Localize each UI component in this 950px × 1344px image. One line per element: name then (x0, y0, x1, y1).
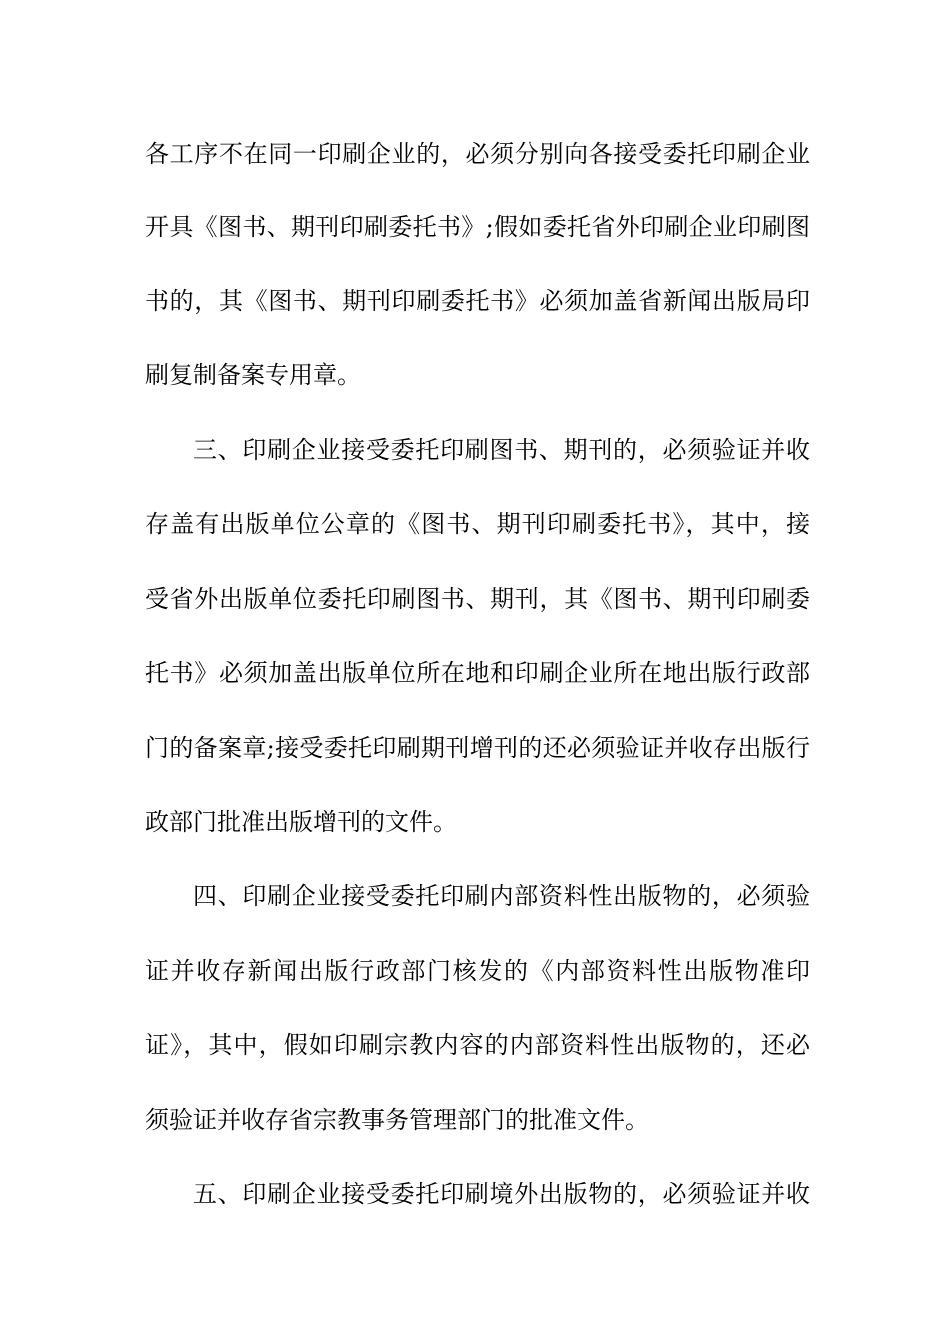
paragraph-start-line: 四、印刷企业接受委托印刷内部资料性出版物的，必须验 (193, 882, 810, 910)
text-line: 证》，其中，假如印刷宗教内容的内部资料性出版物的，还必 (145, 1031, 810, 1059)
text-line: 存盖有出版单位公章的《图书、期刊印刷委托书》，其中，接 (145, 510, 810, 538)
text-line: 须验证并收存省宗教事务管理部门的批准文件。 (145, 1106, 649, 1134)
paragraph-start-line: 三、印刷企业接受委托印刷图书、期刊的，必须验证并收 (193, 436, 810, 464)
text-line: 受省外出版单位委托印刷图书、期刊，其《图书、期刊印刷委 (145, 585, 810, 613)
text-line: 刷复制备案专用章。 (145, 361, 361, 389)
paragraph-start-line: 五、印刷企业接受委托印刷境外出版物的，必须验证并收 (193, 1180, 810, 1208)
text-line: 开具《图书、期刊印刷委托书》;假如委托省外印刷企业印刷图 (145, 213, 810, 241)
text-line: 托书》必须加盖出版单位所在地和印刷企业所在地出版行政部 (145, 659, 810, 687)
text-line: 书的，其《图书、期刊印刷委托书》必须加盖省新闻出版局印 (145, 287, 810, 315)
text-line: 政部门批准出版增刊的文件。 (145, 808, 457, 836)
text-line: 各工序不在同一印刷企业的，必须分别向各接受委托印刷企业 (145, 140, 810, 168)
text-line: 证并收存新闻出版行政部门核发的《内部资料性出版物准印 (145, 957, 810, 985)
text-line: 门的备案章;接受委托印刷期刊增刊的还必须验证并收存出版行 (145, 734, 810, 762)
